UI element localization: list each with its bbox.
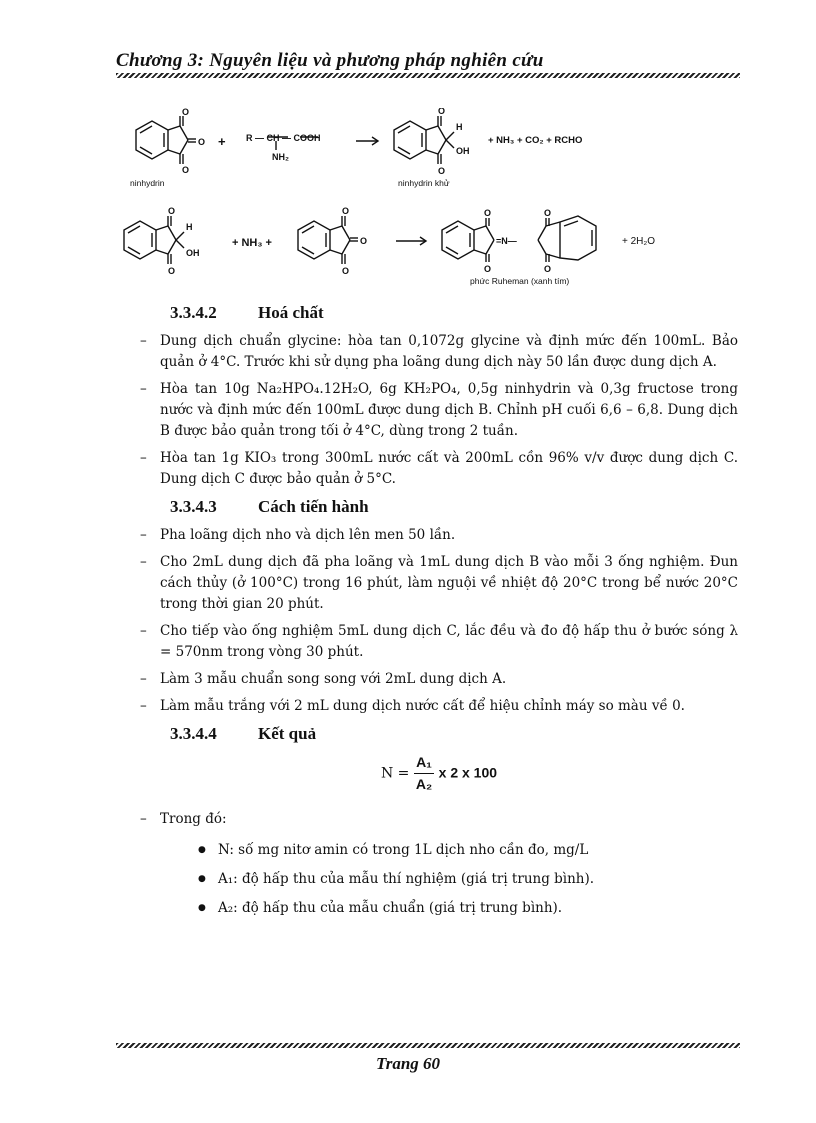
reduced-ninhydrin-caption: ninhydrin khử xyxy=(398,178,450,188)
procedure-list xyxy=(140,525,738,717)
nitrogen-formula xyxy=(140,752,738,795)
formula-multiplier: x 2 x 100 xyxy=(438,764,498,781)
reduced-ninhydrin-structure xyxy=(394,116,454,164)
definition-item: ● N: số mg nitơ amin có trong 1L dịch nho cần đo, mg/L xyxy=(198,840,738,861)
list-item xyxy=(140,809,738,919)
o-label: O xyxy=(438,108,446,116)
definition-item: ● A₁: độ hấp thu của mẫu thí nghiệm (giá trị trung bình). xyxy=(198,869,738,890)
o-label: O xyxy=(438,166,446,176)
chemicals-list xyxy=(140,331,738,490)
h-label: H xyxy=(456,122,463,132)
section-heading-results: 3.3.4.4 Kết quả xyxy=(170,724,317,743)
ruheman-complex-structure xyxy=(442,216,596,262)
formula-denominator: A₂ xyxy=(415,776,433,792)
water-product: + 2H₂O xyxy=(622,236,656,247)
h-label: H xyxy=(186,222,193,232)
o-label: O xyxy=(544,264,552,274)
plus-sign: + xyxy=(218,134,226,149)
main-content xyxy=(140,302,738,927)
list-item: – Pha loãng dịch nho và dịch lên men 50 lần. xyxy=(140,525,738,546)
nitrogen-bridge: =N— xyxy=(496,236,517,246)
oh-label: OH xyxy=(456,146,470,156)
header-rule xyxy=(116,73,740,78)
ruheman-caption: phức Ruheman (xanh tím) xyxy=(470,276,570,286)
list-item: – Hòa tan 10g Na₂HPO₄.12H₂O, 6g KH₂PO₄, 0,5g ninhydrin và 0,3g fructose trong nước và định mức đến 100mL được dung dịch B. Chỉnh pH cuối 6,6 – 6,8. Dung dịch B được bảo quản trong tối ở 4°C, dùng trong 2 tuần. xyxy=(140,379,738,442)
footer-rule xyxy=(116,1043,740,1048)
reduced-ninhydrin-structure-2 xyxy=(124,216,184,264)
ninhydrin-caption: ninhydrin xyxy=(130,178,165,188)
reaction1-products: + NH₃ + CO₂ + RCHO xyxy=(488,135,583,146)
list-item: – Cho tiếp vào ống nghiệm 5mL dung dịch C, lắc đều và đo độ hấp thu ở bước sóng λ = 570nm trong vòng 30 phút. xyxy=(140,621,738,663)
list-item: – Cho 2mL dung dịch đã pha loãng và 1mL dung dịch B vào mỗi 3 ống nghiệm. Đun cách thủy (ở 100°C) trong 16 phút, làm nguội về nhiệt độ 20°C trong bể nước 20°C trong thời gian 20 phút. xyxy=(140,552,738,615)
page-number: Trang 60 xyxy=(375,1054,441,1073)
nh3-plus: + NH₃ + xyxy=(232,237,272,249)
o-label: O xyxy=(544,208,552,218)
o-label: O xyxy=(182,165,190,175)
definitions-list xyxy=(160,840,738,919)
list-item: – Hòa tan 1g KIO₃ trong 300mL nước cất và 200mL cồn 96% v/v được dung dịch C. Dung dịch C được bảo quản ở 5°C. xyxy=(140,448,738,490)
oh-label: OH xyxy=(186,248,200,258)
o-label: O xyxy=(484,208,492,218)
formula-lhs: N = xyxy=(380,765,410,782)
ninhydrin-structure xyxy=(136,116,196,164)
o-label: O xyxy=(484,264,492,274)
where-label: Trong đó: xyxy=(160,811,227,827)
formula-fraction xyxy=(414,752,434,795)
chapter-header-title: Chương 3: Nguyên liệu và phương pháp nghiên cứu xyxy=(116,50,544,71)
list-item: – Làm 3 mẫu chuẩn song song với 2mL dung dịch A. xyxy=(140,669,738,690)
o-label: O xyxy=(198,137,206,147)
where-list xyxy=(140,809,738,919)
o-label: O xyxy=(182,108,190,117)
formula-numerator: A₁ xyxy=(414,752,434,774)
reaction-scheme xyxy=(116,108,756,298)
o-label: O xyxy=(342,206,350,216)
list-item: – Dung dịch chuẩn glycine: hòa tan 0,1072g glycine và định mức đến 100mL. Bảo quản ở 4°C. Trước khi sử dụng pha loãng dung dịch này 50 lần được dung dịch A. xyxy=(140,331,738,373)
list-item: – Làm mẫu trắng với 2 mL dung dịch nước cất để hiệu chỉnh máy so màu về 0. xyxy=(140,696,738,717)
o-label: O xyxy=(342,266,350,276)
o-label: O xyxy=(168,266,176,276)
ninhydrin-structure-2 xyxy=(298,216,358,264)
section-heading-procedure: 3.3.4.3 Cách tiến hành xyxy=(170,497,369,516)
o-label: O xyxy=(168,206,176,216)
o-label: O xyxy=(360,236,368,246)
section-heading-chemicals: 3.3.4.2 Hoá chất xyxy=(170,303,324,322)
definition-item: ● A₂: độ hấp thu của mẫu chuẩn (giá trị trung bình). xyxy=(198,898,738,919)
reagent-formula: R — CH — COOH xyxy=(246,133,321,143)
nh2-label: NH₂ xyxy=(272,152,289,162)
